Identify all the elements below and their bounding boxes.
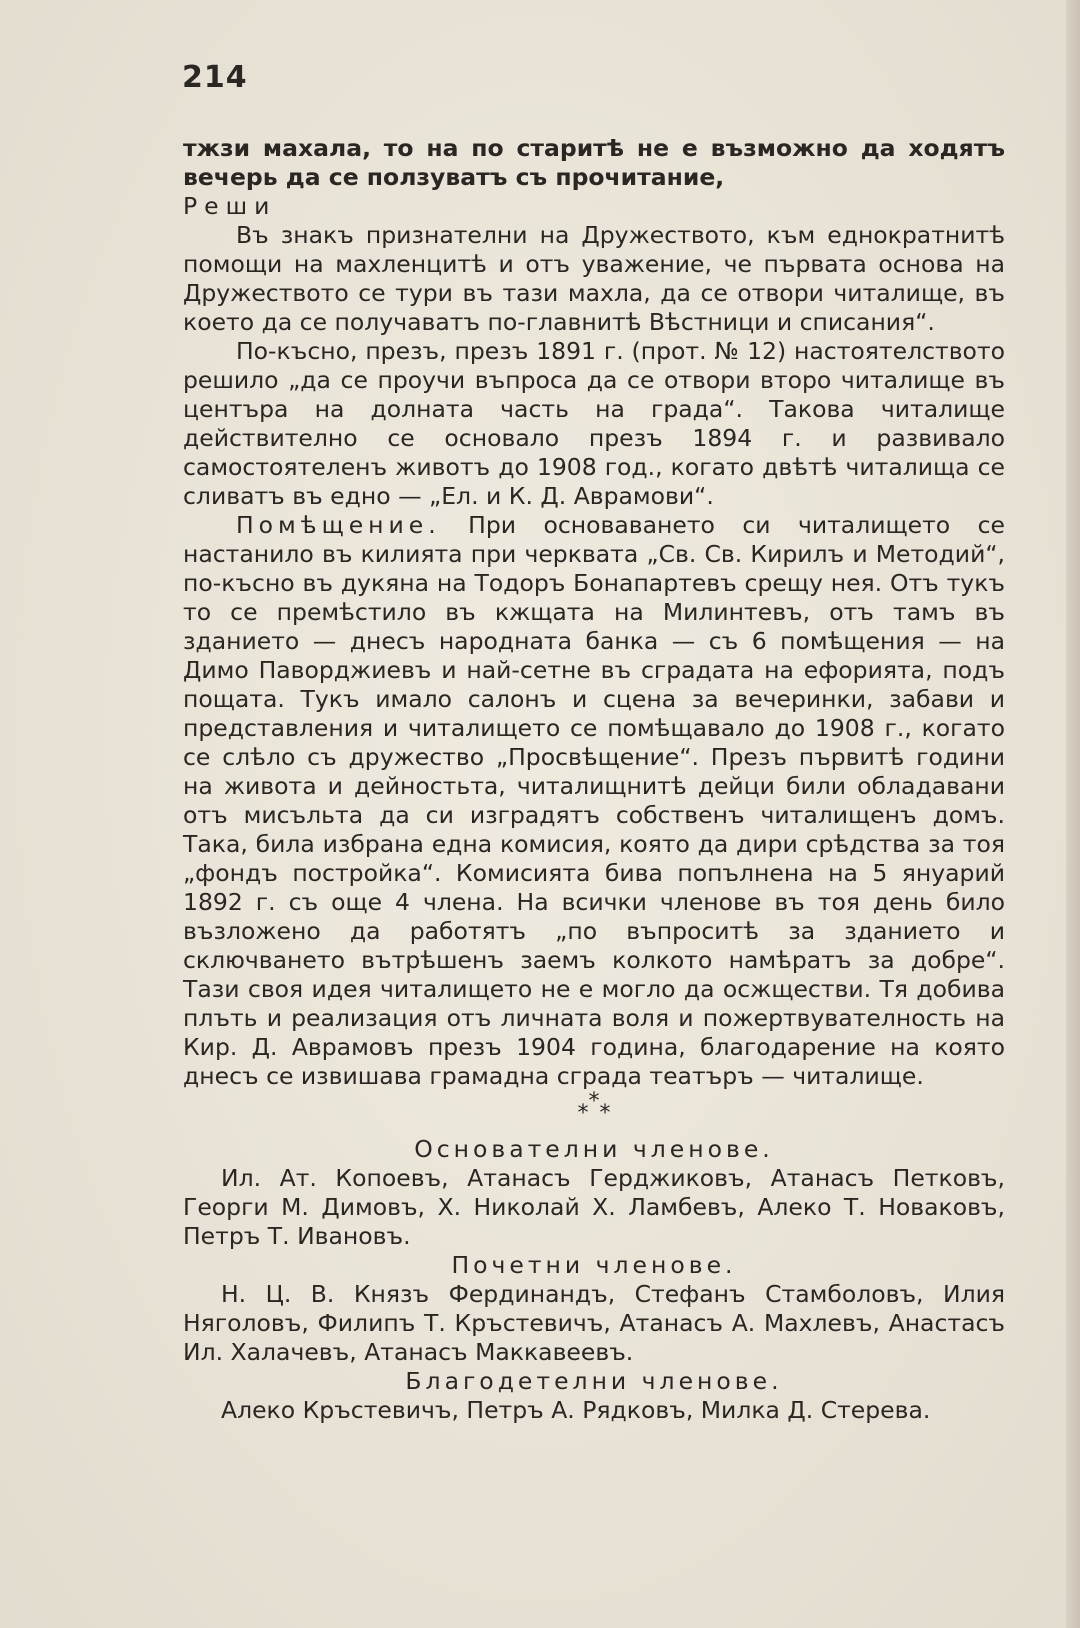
- benefactor-members-list: Алеко Кръстевичъ, Петръ А. Рядковъ, Милка Д. Стерева.: [221, 1396, 931, 1424]
- page-text: [183, 134, 1005, 1425]
- paragraph-second-reading-room: По-късно, презъ, презъ 1891 г. (прот. № 12) настоятелството решило „да се проучи въпроса да се отвори второ читалище въ центъра на долната часть на града“. Такова читалище действително се основало презъ 1894 г. и развивало самостоятеленъ животъ до 1908 год., когато двѣтѣ читалища се сливатъ въ едно — „Ел. и К. Д. Аврамови“.: [183, 337, 1005, 510]
- honorary-members-heading: Почетни членове.: [451, 1251, 737, 1279]
- paragraph-resolution: Въ знакъ признателни на Дружеството, към еднократнитѣ помощи на махленцитѣ и отъ уважение, че първата основа на Дружеството се тури въ тази махла, да се отвори читалище, въ което да се получаватъ по-главнитѣ Вѣстници и списания“.: [183, 221, 1005, 336]
- separator-star-left: *: [577, 1101, 589, 1126]
- separator-star-top: *: [588, 1089, 600, 1114]
- founding-members-heading: Основателни членове.: [414, 1135, 774, 1163]
- paragraph-premises: [183, 511, 1005, 1091]
- benefactor-members-heading: Благодетелни членове.: [405, 1367, 783, 1395]
- separator-star-right: *: [599, 1101, 611, 1126]
- premises-heading: Помѣщение.: [236, 511, 441, 539]
- resolve-heading: Реши: [183, 192, 277, 220]
- page-edge: [1066, 0, 1080, 1628]
- premises-text: При основаването си читалището се настанило въ килията при черквата „Св. Св. Кирилъ и Методий“, по-късно въ дукяна на Тодоръ Бонапартевъ срещу нея. Отъ тукъ то се премѣстило въ кжщата на Милинтевъ, отъ тамъ въ зданието — днесъ народната банка — съ 6 помѣщения — на Димо Паворджиевъ и най-сетне въ сградата на ефорията, подъ пощата. Тукъ имало салонъ и сцена за вечеринки, забави и представления и читалището се помѣщавало до 1908 г., когато се слѣло съ дружество „Просвѣщение“. Презъ първитѣ години на живота и дейностьта, читалищнитѣ дейци били обладавани отъ мисъльта да си изградятъ собственъ читалищенъ домъ. Така, била избрана една комисия, която да дири срѣдства за тоя „фондъ постройка“. Комисията бива попълнена на 5 януарий 1892 г. съ още 4 члена. На всички членове въ тоя день било възложено да работятъ „по въпроситѣ за зданието и сключването вътрѣшенъ заемъ колкото намѣратъ за добре“. Тази своя идея читалището не е могло да осжществи. Тя добива плъть и реализация отъ личната воля и пожертвувателность на Кир. Д. Аврамовъ презъ 1904 година, благодарение на която днесъ се извишава грамадна сграда театъръ — читалище.: [183, 511, 1005, 1090]
- honorary-members-list: Н. Ц. В. Князъ Фердинандъ, Стефанъ Стамболовъ, Илия Няголовъ, Филипъ Т. Кръстевичъ, Атанасъ А. Махлевъ, Анастасъ Ил. Халачевъ, Атанасъ Маккавеевъ.: [183, 1280, 1005, 1366]
- page-number: 214: [182, 60, 248, 95]
- section-separator: [183, 1089, 1005, 1135]
- paragraph-continuation: тжзи махала, то на по старитѣ не е възможно да ходятъ вечерь да се ползуватъ съ прочитание,: [183, 134, 1005, 191]
- founding-members-list: Ил. Ат. Копоевъ, Атанасъ Герджиковъ, Атанасъ Петковъ, Георги М. Димовъ, Х. Николай Х. Ламбевъ, Алеко Т. Новаковъ, Петръ Т. Ивановъ.: [183, 1164, 1005, 1250]
